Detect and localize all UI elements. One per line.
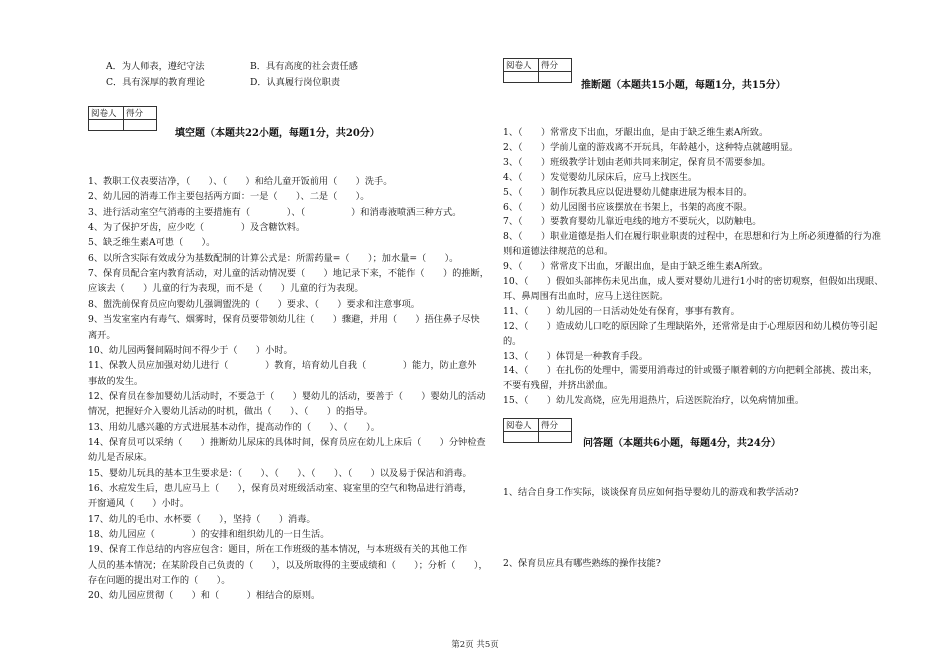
fill-question-line: 13、用幼儿感兴趣的方式进展基本动作，提高动作的（ ）、（ ）。: [88, 421, 380, 433]
fill-question-line: 16、水痘发生后，患儿应马上（ ），保育员对班级活动室、寝室里的空气和物品进行消毒，: [88, 483, 472, 494]
fill-question-line: 5、缺乏维生素A可患（ ）。: [88, 237, 216, 249]
fill-question-line: 7、保育员配合室内教育活动，对儿童的活动情况要（ ）地记录下来，不能作（ ）的推断，: [88, 268, 489, 280]
option-b: B．具有高度的社会责任感: [250, 61, 358, 72]
judge-question-line: 11、（ ）幼儿园的一日活动处处有保育，事事有教育。: [503, 305, 740, 317]
judge-question-line: 12、（ ）造成幼儿口吃的原因除了生理缺陷外，还常常是由于心理原因和幼儿模仿等引起: [503, 320, 878, 332]
judge-question-line: 13、（ ）体罚是一种教育手段。: [503, 350, 648, 362]
qa-question-2: 2、保育员应具有哪些熟练的操作技能?: [503, 558, 661, 569]
judge-question-line: 8、（ ）职业道德是指人们在履行职业职责的过程中，在思想和行为上所必须遵循的行为准: [503, 231, 881, 243]
fill-question-line: 9、当发室室内有毒气、烟雾时，保育员要带领幼儿往（ ）骤避，并用（ ）捂住鼻子尽快: [88, 314, 480, 326]
score-label: 得分: [539, 59, 572, 72]
reviewer-cell: [504, 432, 539, 443]
judge-question-line: 5、（ ）制作玩教具应以促进婴幼儿健康进展为根本目的。: [503, 186, 753, 198]
reviewer-cell: [504, 72, 539, 83]
score-label: 得分: [539, 419, 572, 432]
score-box-judge: [503, 58, 572, 83]
fill-question-line: 2、幼儿园的消毒工作主要包括两方面：一是（ ）、二是（ ）。: [88, 191, 370, 203]
fill-question-line: 14、保育员可以采纳（ ）推断幼儿尿床的具体时间，保育员应在幼儿上床后（ ）分钟检查: [88, 436, 486, 448]
judge-question-line: 10、（ ）假如头部摔伤未见出血，成人要对婴幼儿进行1小时的密切观察，但假如出现眼、: [503, 276, 884, 287]
reviewer-label: 阅卷人: [89, 107, 124, 120]
judge-question-line: 2、（ ）学前儿童的游戏离不开玩具，年龄越小，这种特点就越明显。: [503, 141, 799, 153]
fill-section-title: 填空题（本题共22小题，每题1分，共20分）: [175, 128, 380, 139]
judge-question-line: 14、（ ）在扎伤的处理中，需要用消毒过的针或镊子顺着刺的方向把刺全部挑、拨出来，: [503, 365, 878, 377]
qa-section-title: 问答题（本题共6小题，每题4分，共24分）: [583, 438, 781, 449]
score-cell: [539, 72, 572, 83]
fill-question-line: 应该去（ ）儿童的行为表现，而不是（ ）儿童的行为表现。: [88, 283, 364, 295]
score-box-fill: [88, 106, 157, 131]
option-d: D．认真履行岗位职责: [250, 77, 341, 88]
judge-question-line: 7、（ ）要教育婴幼儿靠近电线的地方不要玩火，以防触电。: [503, 216, 762, 228]
fill-question-line: 17、幼儿的毛巾、水杯要（ ），坚持（ ）消毒。: [88, 513, 316, 525]
fill-question-line: 6、以所含实际有效成分为基数配制的计算公式是：所需药量=（ ）；加水量=（ ）。: [88, 252, 459, 264]
fill-question-line: 20、幼儿园应贯彻（ ）和（ ）相结合的原则。: [88, 590, 321, 602]
fill-question-line: 事故的发生。: [88, 375, 144, 387]
judge-question-line: 的。: [503, 335, 522, 347]
score-cell: [124, 120, 157, 131]
fill-question-line: 情况，把握好介入婴幼儿活动的时机，做出（ ）、（ ）的指导。: [88, 406, 373, 418]
judge-question-line: 3、（ ）班级教学计划由老师共同来制定，保育员不需要参加。: [503, 156, 771, 168]
judge-question-line: 则和道德法律规范的总和。: [503, 246, 614, 258]
score-label: 得分: [124, 107, 157, 120]
qa-question-1: 1、结合自身工作实际，谈谈保育员应如何指导婴幼儿的游戏和教学活动?: [503, 487, 799, 498]
judge-question-line: 1、（ ）常常皮下出血，牙龈出血，是由于缺乏维生素A所致。: [503, 127, 769, 138]
score-cell: [539, 432, 572, 443]
fill-question-line: 人员的基本情况；在某阶段自己负责的（ ），以及所取得的主要成绩和（ ）；分析（ ），: [88, 559, 488, 571]
fill-question-line: 11、保教人员应加强对幼儿进行（ ）教育，培育幼儿自我（ ）能力，防止意外: [88, 360, 477, 372]
fill-question-line: 幼儿是否尿床。: [88, 452, 153, 464]
reviewer-label: 阅卷人: [504, 59, 539, 72]
fill-question-line: 18、幼儿园应（ ）的安排和组织幼儿的一日生活。: [88, 529, 330, 541]
judge-question-line: 6、（ ）幼儿园图书应该摆放在书架上，书架的高度不限。: [503, 201, 753, 213]
judge-question-line: 15、（ ）幼儿发高烧，应先用退热片，后送医院治疗，以免病情加重。: [503, 395, 805, 407]
fill-question-line: 存在问题的提出对工作的（ ）。: [88, 575, 231, 587]
fill-question-line: 1、教职工仪表要洁净，（ ）、（ ）和给儿童开饭前用（ ）洗手。: [88, 176, 393, 187]
page-footer: 第2页 共5页: [451, 640, 499, 650]
option-c: C．具有深厚的教育理论: [106, 77, 205, 88]
reviewer-cell: [89, 120, 124, 131]
reviewer-label: 阅卷人: [504, 419, 539, 432]
judge-question-line: 4、（ ）发觉婴幼儿尿床后，应马上找医生。: [503, 171, 698, 183]
fill-question-line: 15、婴幼儿玩具的基本卫生要求是：（ ）、（ ）、（ ）、（ ）以及易于保洁和消毒。: [88, 467, 472, 479]
fill-question-line: 8、盥洗前保育员应向婴幼儿强调盥洗的（ ）要求、（ ）要求和注意事项。: [88, 298, 420, 310]
fill-question-line: 10、幼儿园两餐间隔时间不得少于（ ）小时。: [88, 344, 293, 356]
fill-question-line: 12、保育员在参加婴幼儿活动时，不要急于（ ）婴幼儿的活动，要善于（ ）婴幼儿的活动: [88, 390, 486, 402]
judge-question-line: 9、（ ）常常皮下出血，牙龈出血，是由于缺乏维生素A所致。: [503, 261, 769, 273]
fill-question-line: 3、进行活动室空气消毒的主要措施有（ ）、（ ）和消毒液喷洒三种方式。: [88, 206, 462, 218]
judge-section-title: 推断题（本题共15小题，每题1分，共15分）: [581, 80, 786, 91]
judge-question-line: 不要有残留，并挤出淤血。: [503, 380, 614, 392]
option-a: A．为人师表，遵纪守法: [106, 61, 205, 72]
fill-question-line: 开窗通风（ ）小时。: [88, 498, 190, 510]
fill-question-line: 离开。: [88, 329, 116, 341]
fill-question-line: 19、保育工作总结的内容应包含：题目，所在工作班级的基本情况，与本班级有关的其他工作: [88, 544, 468, 556]
fill-question-line: 4、为了保护牙齿，应少吃（ ）及含糖饮料。: [88, 222, 306, 234]
judge-question-line: 耳、鼻周围有出血时，应马上送往医院。: [503, 290, 669, 302]
score-box-qa: [503, 418, 572, 443]
